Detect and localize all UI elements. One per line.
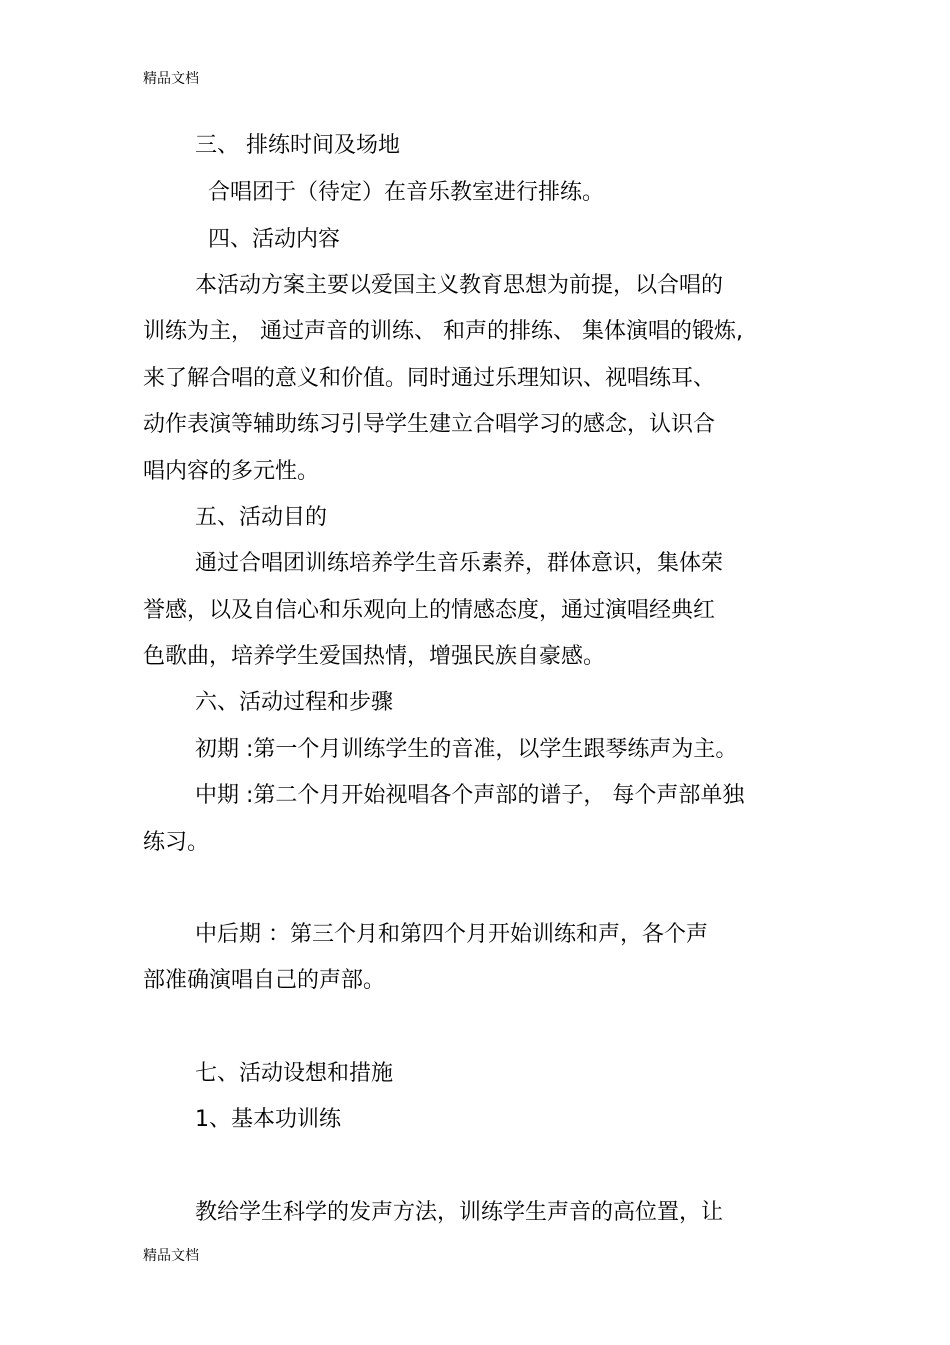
page-footer: 精品文档 xyxy=(143,1248,199,1264)
paragraph-line: 教给学生科学的发声方法，训练学生声音的高位置，让 xyxy=(195,1200,724,1225)
paragraph-line: 通过合唱团训练培养学生音乐素养，群体意识，集体荣 xyxy=(195,551,724,576)
paragraph-line: 中期 :第二个月开始视唱各个声部的谱子， 每个声部单独 xyxy=(195,783,745,808)
section-heading-3: 三、 排练时间及场地 xyxy=(195,133,400,158)
section-heading-5: 五、活动目的 xyxy=(195,505,328,530)
paragraph-line: 训练为主， 通过声音的训练、 和声的排练、 集体演唱的锻炼, xyxy=(143,319,743,344)
paragraph-line: 来了解合唱的意义和价值。同时通过乐理知识、视唱练耳、 xyxy=(143,366,716,391)
section-heading-4: 四、活动内容 xyxy=(208,227,341,252)
paragraph-line: 练习。 xyxy=(143,830,210,855)
page-header: 精品文档 xyxy=(143,71,199,87)
paragraph-line: 誉感，以及自信心和乐观向上的情感态度，通过演唱经典红 xyxy=(143,598,716,623)
paragraph-line: 唱内容的多元性。 xyxy=(143,459,320,484)
paragraph-line: 中后期 ：第三个月和第四个月开始训练和声，各个声 xyxy=(195,922,708,947)
paragraph-line: 合唱团于（待定）在音乐教室进行排练。 xyxy=(208,180,605,205)
paragraph-line: 初期 :第一个月训练学生的音准，以学生跟琴练声为主。 xyxy=(195,737,738,762)
paragraph-line: 色歌曲，培养学生爱国热情，增强民族自豪感。 xyxy=(143,644,606,669)
paragraph-line: 部准确演唱自己的声部。 xyxy=(143,968,386,993)
section-heading-7: 七、活动设想和措施 xyxy=(195,1061,394,1086)
subsection-heading: 1、基本功训练 xyxy=(195,1107,341,1132)
section-heading-6: 六、活动过程和步骤 xyxy=(195,690,394,715)
paragraph-line: 动作表演等辅助练习引导学生建立合唱学习的感念，认识合 xyxy=(143,412,716,437)
paragraph-line: 本活动方案主要以爱国主义教育思想为前提，以合唱的 xyxy=(195,273,724,298)
